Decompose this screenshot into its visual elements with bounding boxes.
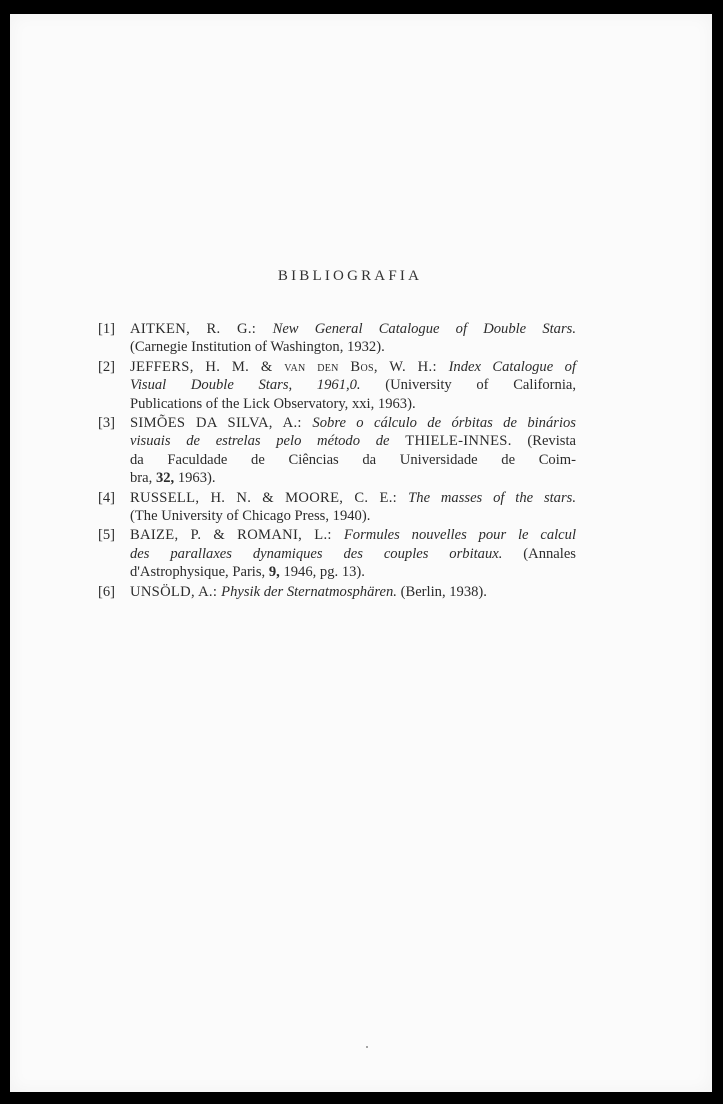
entry-title: Index Catalogue of bbox=[448, 358, 576, 375]
entry-author: SIMÕES DA SILVA, A.: bbox=[130, 415, 313, 432]
entry-title: Physik der Sternatmosphären. bbox=[221, 583, 397, 600]
entry-number: [2] bbox=[98, 358, 116, 375]
entry-method-name: THIELE-INNES. bbox=[389, 433, 512, 450]
page-title: BIBLIOGRAFIA bbox=[277, 268, 423, 284]
entry-line bbox=[130, 414, 576, 432]
entry-publisher: bra, bbox=[130, 470, 156, 487]
entry-author: UNSÖLD, A.: bbox=[130, 583, 222, 600]
entry-title: Visual Double Stars, 1961,0. bbox=[130, 377, 361, 394]
bibliography-entry-4 bbox=[98, 489, 576, 526]
entry-number: [4] bbox=[98, 489, 116, 506]
entry-publisher: (Berlin, 1938). bbox=[396, 583, 487, 600]
bibliography-list bbox=[98, 320, 576, 602]
entry-publisher: (The University of Chicago Press, 1940). bbox=[130, 508, 371, 525]
bibliography-entry-1 bbox=[98, 320, 576, 357]
entry-volume: 9, bbox=[268, 564, 280, 581]
entry-line bbox=[130, 489, 576, 507]
entry-publisher: (Annales bbox=[502, 545, 576, 562]
entry-line bbox=[130, 432, 576, 450]
entry-publisher: da Faculdade de Ciências da Universidade de Coim- bbox=[130, 451, 576, 468]
entry-number: [1] bbox=[98, 321, 116, 337]
entry-title: Formules nouvelles pour le calcul bbox=[343, 527, 576, 544]
bibliography-entry-5 bbox=[98, 526, 576, 581]
entry-publisher: (Revista bbox=[511, 433, 576, 450]
entry-line bbox=[130, 451, 576, 469]
bibliography-entry-3 bbox=[98, 414, 576, 488]
entry-number: [6] bbox=[98, 583, 116, 600]
entry-publisher: (University of California, bbox=[360, 377, 577, 394]
entry-title: des parallaxes dynamiques des couples orbitaux. bbox=[130, 545, 503, 562]
entry-title: New General Catalogue of Double Stars. bbox=[272, 321, 576, 337]
entry-line bbox=[130, 507, 576, 525]
entry-title: Sobre o cálculo de órbitas de binários bbox=[312, 415, 576, 432]
entry-publisher: Publications of the Lick Observatory, xxi, 1963). bbox=[130, 395, 416, 412]
entry-line bbox=[130, 395, 576, 413]
entry-title: visuais de estrelas pelo método de bbox=[130, 433, 390, 450]
entry-author: BAIZE, P. & ROMANI, L.: bbox=[130, 527, 344, 544]
entry-line bbox=[130, 320, 576, 338]
entry-author: AITKEN, R. G.: bbox=[130, 321, 273, 337]
entry-line bbox=[130, 358, 576, 376]
entry-number: [5] bbox=[98, 527, 116, 544]
entry-line bbox=[130, 526, 576, 544]
bibliography-entry-2 bbox=[98, 358, 576, 413]
entry-volume: 32, bbox=[155, 470, 175, 487]
document-page bbox=[10, 14, 712, 1092]
entry-title: The masses of the stars. bbox=[408, 489, 576, 506]
entry-author: RUSSELL, H. N. & MOORE, C. E.: bbox=[130, 489, 409, 506]
bibliography-entry-6 bbox=[98, 583, 576, 601]
entry-author: JEFFERS, H. M. & van den Bos, W. H.: bbox=[130, 358, 449, 375]
entry-publisher: (Carnegie Institution of Washington, 1932). bbox=[130, 339, 385, 356]
entry-year: 1946, pg. 13). bbox=[279, 564, 365, 581]
entry-line bbox=[130, 376, 576, 394]
entry-year: 1963). bbox=[174, 470, 216, 487]
entry-line bbox=[130, 563, 576, 581]
entry-line bbox=[130, 545, 576, 563]
entry-publisher: d'Astrophysique, Paris, bbox=[130, 564, 269, 581]
entry-line bbox=[130, 469, 576, 487]
entry-line bbox=[130, 583, 576, 601]
entry-line bbox=[130, 338, 576, 356]
entry-number: [3] bbox=[98, 415, 116, 432]
page-speck bbox=[366, 1046, 368, 1048]
